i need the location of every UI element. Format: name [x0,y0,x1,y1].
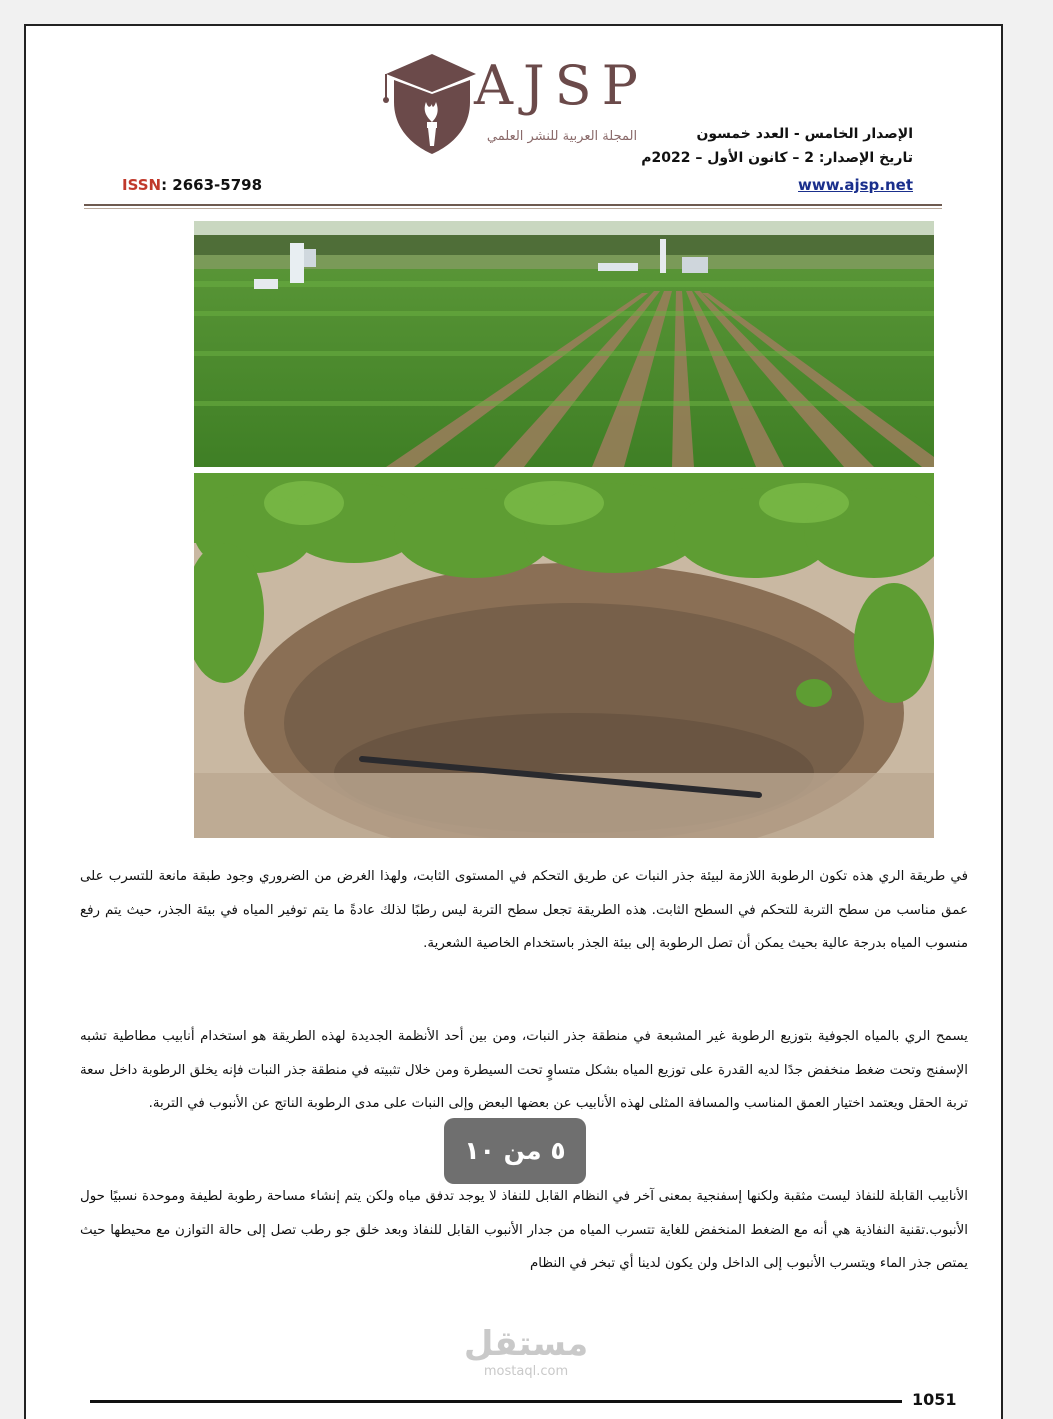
paragraph-3: الأنابيب القابلة للنفاذ ليست مثقبة ولكنها إسفنجية بمعنى آخر في النظام القابل للنفاذ لا يوجد تدفق مياه ولكن يتم إنشاء مساحة رطوبة لطيفة وموحدة نسبيًا حول الأنبوب.تقنية النفاذية هي أنه مع الضغط المنخفض للغاية تتسرب المياه من جدار الأنبوب القابل للنفاذ وبعد خلق جو رطب تصل إلى حالة التوازن مع محيطها حيث يمتص جذر الماء ويتسرب الأنبوب إلى الداخل ولن يكون لدينا أي تبخر في النظام [80,1189,968,1271]
issue-line: الإصدار الخامس - العدد خمسون [696,126,913,142]
footer-rule [90,1400,902,1403]
issn [122,176,262,194]
journal-subtitle: المجلة العربية للنشر العلمي [486,129,638,144]
issn-number: : 2663-5798 [161,176,263,194]
journal-name: AJSP [474,54,648,117]
header-rule [84,204,942,206]
watermark-latin: mostaql.com [483,1364,569,1379]
page-indicator: ٥ من ١٠ [444,1118,586,1184]
watermark-arabic: مستقل [463,1324,589,1364]
header-rule-thin [84,208,942,209]
journal-website-link[interactable]: www.ajsp.net [798,176,913,194]
irrigation-field-photo [194,221,934,467]
journal-logo [382,50,652,154]
issn-label: ISSN [122,176,162,194]
mostaql-watermark [456,1324,596,1379]
document-page [24,24,1003,1419]
issue-date: تاريخ الإصدار: 2 – كانون الأول – 2022م [641,150,913,166]
graduation-cap-torch-shield-icon [382,50,482,154]
soil-pit-pipe-photo [194,473,934,838]
paragraph-1: في طريقة الري هذه تكون الرطوبة اللازمة لبيئة جذر النبات عن طريق التحكم في المستوى الثابت، ولهذا الغرض من الضروري وجود طبقة مانعة للتسرب على عمق مناسب من سطح التربة للتحكم في السطح الثابت. هذه الطريقة تجعل سطح التربة ليس رطبًا لذلك عادةً ما يتم توفير المياه في بيئة الجذر، حيث يتم رفع منسوب المياه بدرجة عالية بحيث يمكن أن تصل الرطوبة إلى بيئة الجذر باستخدام الخاصية الشعرية. [80,869,968,951]
page-number: 1051 [912,1390,957,1409]
paragraph-2: يسمح الري بالمياه الجوفية بتوزيع الرطوبة غير المشبعة في منطقة جذر النبات، ومن بين أحد الأنظمة الجديدة لهذه الطريقة هو استخدام أنابيب مطاطية تشبه الإسفنج وتحت ضغط منخفض جدًا لديه القدرة على توزيع المياه بشكل متساوٍ تحت السيطرة ومن خلال تثبيته في منطقة جذر النبات فإنه يخلق الرطوبة داخل سعة تربة الحقل ويعتمد اختيار العمق المناسب والمسافة المثلى لهذه الأنابيب عن بعضها البعض وإلى النبات على مدى الرطوبة الناتج عن الأنبوب في التربة. [80,1029,968,1111]
